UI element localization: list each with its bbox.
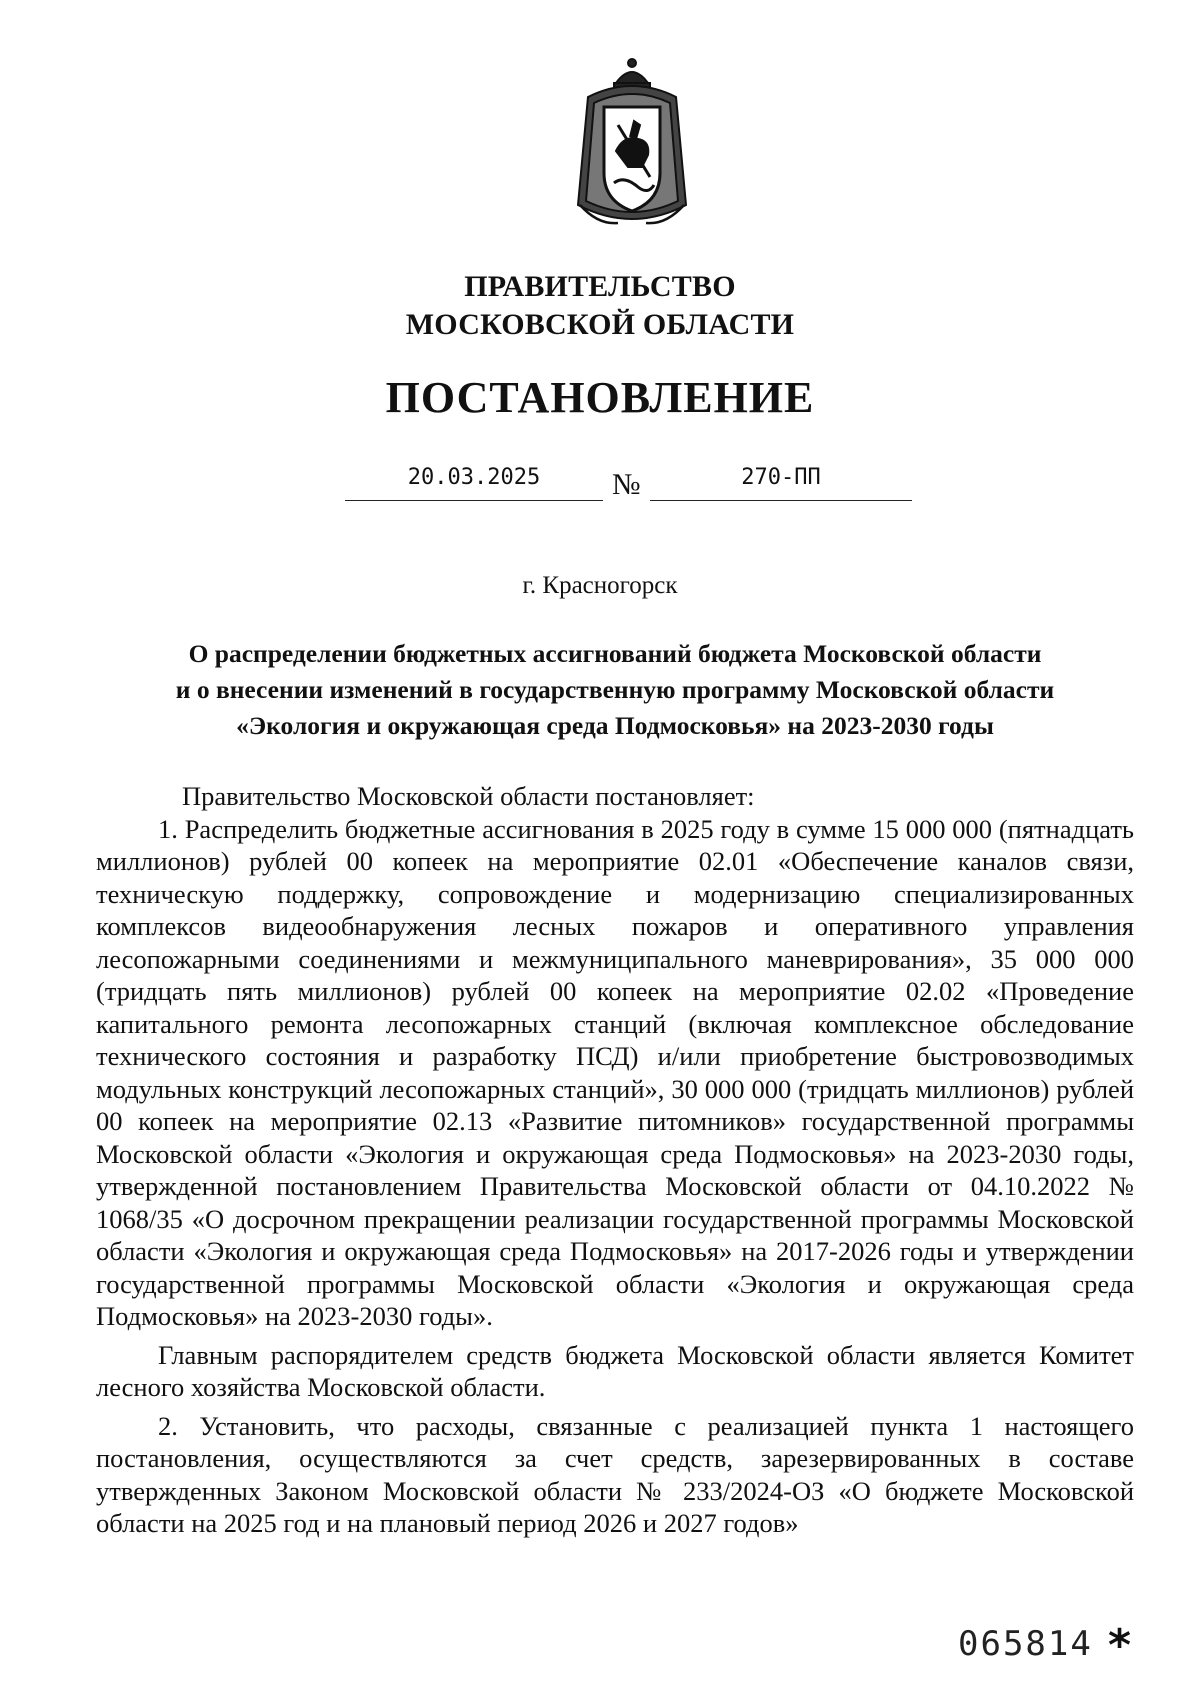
document-type: ПОСТАНОВЛЕНИЕ [385,373,815,422]
serial-number: 065814 [958,1624,1093,1664]
document-title [90,636,1140,744]
paragraph-2: Главным распорядителем средств бюджета Московской области является Комитет лесного хозяйства Московской области. [96,1339,1134,1402]
asterisk-mark: * [1108,1620,1132,1671]
number-sign: № [612,468,641,501]
organization-name-line2: МОСКОВСКОЙ ОБЛАСТИ [405,308,795,341]
title-line: О распределении бюджетных ассигнований бюджета Московской области [188,639,1042,668]
city: г. Красногорск [522,572,678,599]
paragraph-3: 2. Установить, что расходы, связанные с реализацией пункта 1 настоящего постановления, осуществляются за счет средств, зарезервированных в составе утвержденных Законом Московской области № 233/2024-ОЗ «О бюджете Московской области на 2025 год и на плановый период 2026 и 2027 годов» [96,1410,1134,1538]
paragraph-1: 1. Распределить бюджетные ассигнования в 2025 году в сумме 15 000 000 (пятнадцать миллионов) рублей 00 копеек на мероприятие 02.01 «Обеспечение каналов связи, техническую поддержку, сопровождение и модернизацию специализированных комплексов видеообнаружения лесных пожаров и оперативного управления лесопожарными соединениями и межмуниципального маневрирования», 35 000 000 (тридцать пять миллионов) рублей 00 копеек на мероприятие 02.02 «Проведение капитального ремонта лесопожарных станций (включая комплексное обследование технического состояния и разработку ПСД) и/или приобретение быстровозводимых модульных конструкций лесопожарных станций», 30 000 000 (тридцать миллионов) рублей 00 копеек на мероприятие 02.13 «Развитие питомников» государственной программы Московской области «Экология и окружающая среда Подмосковья» на 2023-2030 годы, утвержденной постановлением Правительства Московской области от 04.10.2022 № 1068/35 «О досрочном прекращении реализации государственной программы Московской области «Экология и окружающая среда Подмосковья» на 2017-2026 годы и утверждении государственной программы Московской области «Экология и окружающая среда Подмосковья» на 2023-2030 годы». [96,813,1134,1331]
title-line: «Экология и окружающая среда Подмосковья» на 2023-2030 годы [236,711,994,740]
organization-name-line1: ПРАВИТЕЛЬСТВО [464,270,736,303]
intro-paragraph: Правительство Московской области постановляет: [182,781,755,811]
document-number: 270-ПП [650,460,912,501]
title-line: и о внесении изменений в государственную программу Московской области [175,675,1055,704]
document-date: 20.03.2025 [345,460,603,501]
date-number-line [0,460,1200,510]
coat-of-arms-emblem [558,55,706,235]
document-body [96,780,1134,1540]
